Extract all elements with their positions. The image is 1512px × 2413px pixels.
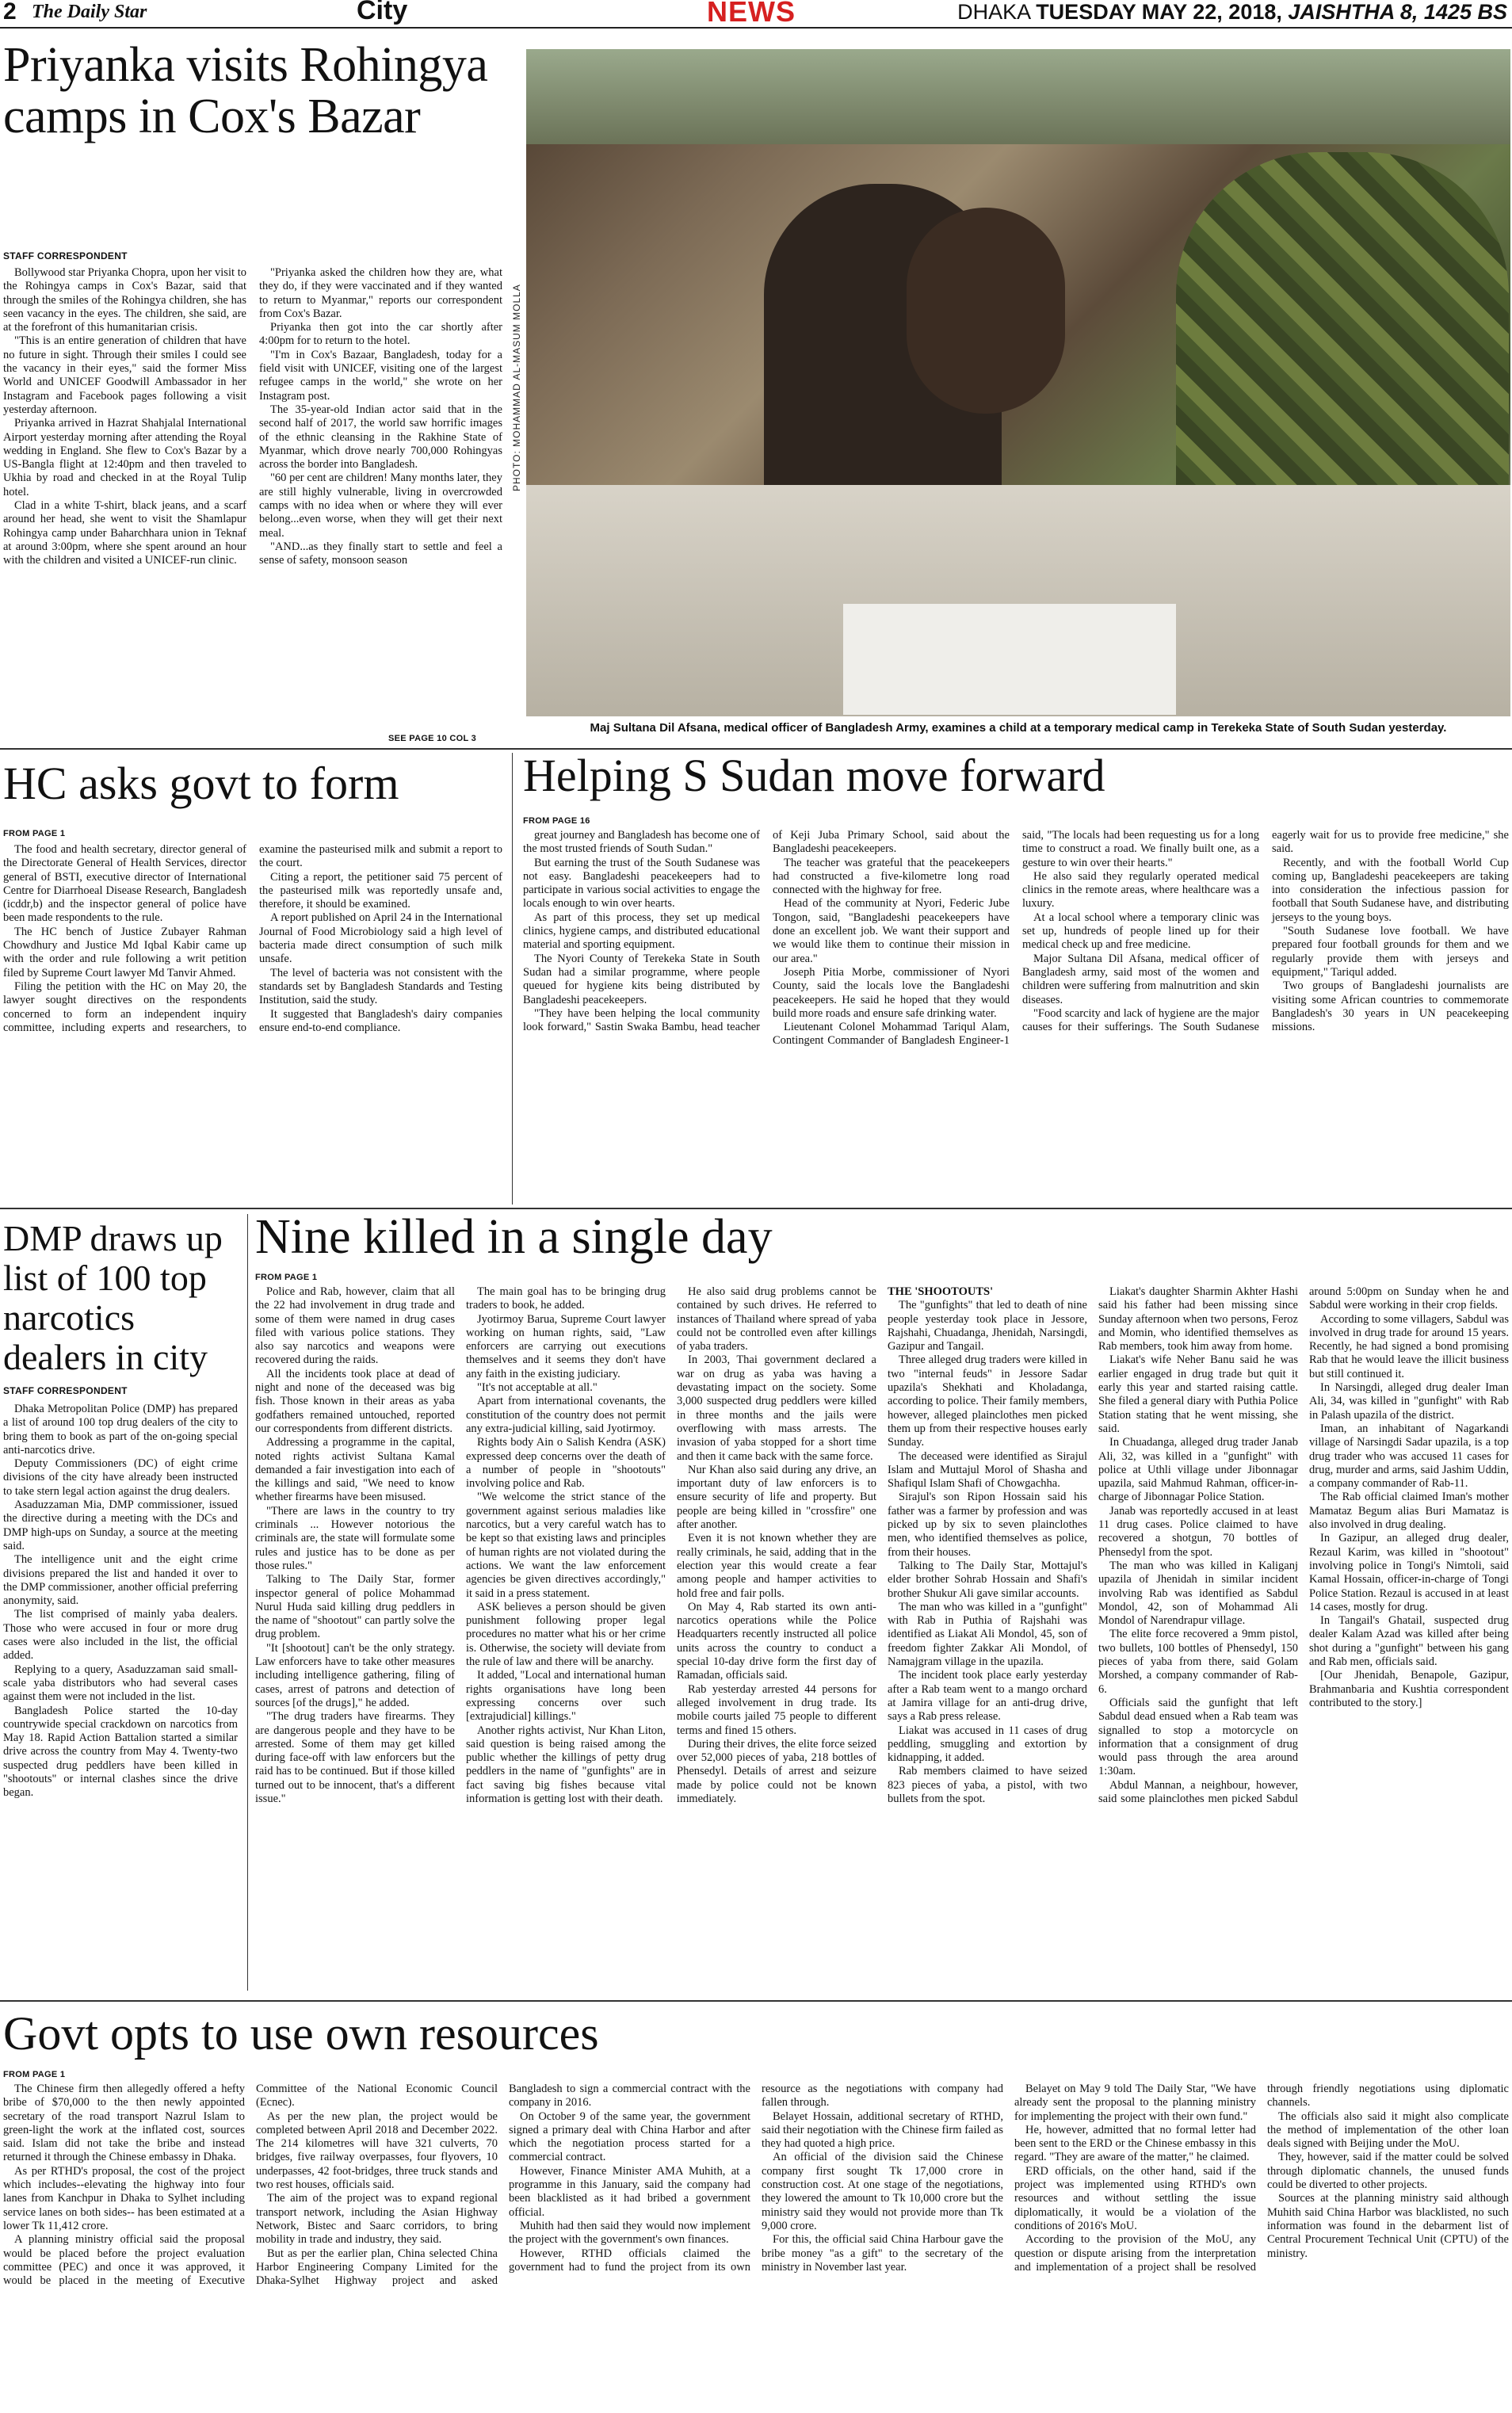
medical-camp-photo [526, 49, 1510, 716]
dmp-byline: STAFF CORRESPONDENT [3, 1385, 128, 1396]
divider [512, 753, 513, 1205]
paragraph: "Food scarcity and lack of hygiene are the major causes for their sufferings. The South Sudanese eagerly wait for us to provide free medicine," she said. [1022, 829, 1509, 1034]
paragraph: An official of the division said the Chinese company first sought Tk 17,000 crore in construction cost. At one stage of the negotiations, they lowered the amount to Tk 10,000 crore but the ministry said they would not provide more than Tk 9,000 crore. [762, 2151, 1003, 2232]
paragraph: Janab was reportedly accused in at least 11 drug cases. Police claimed to have recovered a shotgun, 70 bottles of Phensedyl from the spot. [1098, 1504, 1298, 1559]
divider [0, 2000, 1512, 2002]
paragraph: Abdul Mannan, a neighbour, however, said some plainclothes men picked Sabdul around 5:00pm on Sunday when he and Sabdul were working in their crop fields. [1098, 1285, 1509, 1805]
paragraph: "This is an entire generation of children that have no future in sight. Through their smiles I could see the vacancy in their eyes," said the former Miss World and UNICEF Goodwill Ambassador in her Instagram and Facebook pages following a visit yesterday afternoon. [3, 334, 246, 416]
paragraph: In 2003, Thai government declared a war on drug as yaba was having a devastating impact on the society. Some 3,000 suspected drug peddlers were killed in three months and the jails were overflowing with mass arrests. The invasion of yaba stopped for a short time and then it came back with the same force. [677, 1353, 876, 1463]
paragraph: Citing a report, the petitioner said 75 percent of the pasteurised milk was reportedly unsafe and, therefore, it should be examined. [259, 870, 502, 911]
photo-caption: Maj Sultana Dil Afsana, medical officer of Bangladesh Army, examines a child at a temporary medical camp in Terekeka State of South Sudan yesterday. [590, 721, 1447, 735]
paragraph: In Chuadanga, alleged drug trader Janab Ali, 32, was killed in a "gunfight" with police at Uthli village under Jibonnagar upazila, said Mahmud Rahman, officer-in-charge of Jibonnagar Police Station. [1098, 1436, 1298, 1504]
paragraph: A report published on April 24 in the International Journal of Food Microbiology said a high level of bacteria made direct consumption of such milk unsafe. [259, 911, 502, 966]
paragraph: Priyanka then got into the car shortly after 4:00pm for to return to the hotel. [259, 321, 502, 348]
category-label: NEWS [707, 0, 796, 28]
paragraph: The 35-year-old Indian actor said that in the second half of 2017, the world saw horrific images of the ethnic cleansing in the Rakhine State of Myanmar, which drove nearly 700,000 Rohingyas across the border into Bangladesh. [259, 403, 502, 472]
paragraph: "The drug traders have firearms. They are dangerous people and they have to be arrested. Some of them may get killed during face-off with law enforcers but the raid has to be continued. But if those killed turned out to be innocent, that's a different issue." [255, 1710, 455, 1805]
paragraph: "AND...as they finally start to settle and feel a sense of safety, monsoon season [259, 540, 502, 567]
paragraph: Bollywood star Priyanka Chopra, upon her visit to the Rohingya camps in Cox's Bazar, said that through the smiles of the Rohingya children, she has seen vacancy in the eyes. The children, she said, are at the forefront of this humanitarian crisis. [3, 266, 246, 334]
paragraph: The Nyori County of Terekeka State in South Sudan had a similar programme, where people queued for hygiene kits being distributed by Bangladeshi peacekeepers. [523, 952, 760, 1006]
govt-from-page: FROM PAGE 1 [3, 2070, 66, 2079]
paragraph: Another rights activist, Nur Khan Liton, said question is being raised among the public whether the killings of petty drug peddlers in the name of "gunfights" are in fact saving big fishes because vital information is getting lost with their death. [466, 1724, 666, 1805]
paragraph: He also said they regularly operated medical clinics in the remote areas, where healthcare was a luxury. [1022, 869, 1259, 911]
paragraph: Talking to The Daily Star, former inspector general of police Mohammad Nurul Huda said killing drug peddlers in the name of "shootout" can partly solve the drug problem. [255, 1573, 455, 1641]
paragraph: However, RTHD officials claimed the government had to fund the project from its own resource as the negotiations with company had fallen through. [509, 2083, 1003, 2274]
paragraph: Head of the community at Nyori, Federic Jube Tongon, said, "Bangladeshi peacekeepers have done an excellent job. We want their support and we would like them to continue their mission in our area." [773, 897, 1010, 965]
paragraph: The food and health secretary, director general of the Directorate General of Health Services, director general of BSTI, executive director of International Centre for Diarrhoeal Disease Research, Bangladesh (icddr,b) and the inspector general of police have been made respondents to the rule. [3, 843, 246, 925]
paragraph: Asaduzzaman Mia, DMP commissioner, issued the directive during a meeting with the DCs and DMP high-ups on Sunday, a source at the meeting said. [3, 1499, 238, 1552]
paragraph: The teacher was grateful that the peacekeepers had constructed a five-kilometre long road connected with the highway for free. [773, 856, 1010, 897]
paragraph: Rab members claimed to have seized 823 pieces of yaba, a pistol, with two bullets from the spot. [888, 1765, 1087, 1805]
hc-from-page: FROM PAGE 1 [3, 829, 66, 838]
sudan-from-page: FROM PAGE 16 [523, 816, 590, 826]
paragraph: Recently, and with the football World Cup coming up, Bangladeshi peacekeepers are taking into consideration the infectious passion for football that South Sudanese have, and distributing jerseys to the young boys. [1272, 856, 1509, 924]
nine-headline: Nine killed in a single day [255, 1210, 773, 1264]
paragraph: As part of this process, they set up medical clinics, hygiene camps, and distributed educational material and sporting equipment. [523, 911, 760, 952]
paragraph: During their drives, the elite force seized over 52,000 pieces of yaba, 218 bottles of Phensedyl. Details of arrest and seizure made by police could not be known immediately. [677, 1737, 876, 1805]
paragraph: Liakat was accused in 11 cases of drug peddling, smuggling and extortion by kidnapping, it added. [888, 1724, 1087, 1765]
paragraph: However, Finance Minister AMA Muhith, at a programme in this January, said the company had been blacklisted as it had bribed a government official. [509, 2164, 750, 2219]
paragraph: On May 4, Rab started its own anti-narcotics operations while the Police Headquarters recently instructed all police units across the country to conduct a special 10-day drive form the first day of Ramadan, officials said. [677, 1600, 876, 1682]
paragraph: Lieutenant Colonel Mohammad Tariqul Alam, Contingent Commander of Bangladesh Engineer-1 said, "The locals had been requesting us for a long time to construct a road. We finally built one, as a gesture to win over their hearts." [773, 829, 1259, 1048]
paragraph: "It's not acceptable at all." [477, 1381, 598, 1395]
paragraph: As per the new plan, the project would be completed between April 2018 and December 2022. The 214 kilometres will have 321 culverts, 70 bridges, five railway overpasses, four flyovers, 10 underpasses, 42 foot-bridges, three truck stands and two rest houses, officials said. [256, 2109, 498, 2192]
paragraph: The incident took place early yesterday after a Rab team went to a mango orchard at Jamira village for an anti-drug drive, says a Rab press release. [888, 1669, 1087, 1724]
paragraph: ERD officials, on the other hand, said if the project was implemented using RTHD's own resources and without settling the issue diplomatically, it would be a violation of the conditions of 2016's MoU. [1014, 2164, 1256, 2232]
hc-headline: HC asks govt to form [3, 758, 399, 809]
dateline-bangla: JAISHTHA 8, 1425 BS [1288, 0, 1507, 24]
paragraph: The intelligence unit and the eight crime divisions prepared the list and handed it over to the DMP commissioner, another official preferring anonymity, said. [3, 1553, 238, 1608]
paragraph: The elite force recovered a 9mm pistol, two bullets, 100 bottles of Phensedyl, 150 pieces of yaba from there, said Golam Morshed, a company commander of Rab-6. [1098, 1628, 1298, 1696]
paragraph: Joseph Pitia Morbe, commissioner of Nyori County, said the locals love the Bangladeshi peacekeepers. He said he hoped that they would build more roads and ensure safe drinking water. [773, 965, 1010, 1020]
paragraph: Liakat's daughter Sharmin Akhter Hashi said his father had been missing since Sunday afternoon when two persons, Feroz and Momin, who identified themselves as Rab members, took him away from home. [1098, 1285, 1298, 1353]
paragraph: The HC bench of Justice Zubayer Rahman Chowdhury and Justice Md Iqbal Kabir came up with the order and rule following a writ petition filed by Supreme Court lawyer Md Tanvir Ahmed. [3, 925, 246, 979]
paragraph: Apart from international covenants, the constitution of the country does not permit any extra-judicial killing, said Jyotirmoy. [466, 1395, 666, 1435]
paragraph: The aim of the project was to expand regional transport network, including the Asian Highway Network, Bistec and Saarc corridors, to bring mobility in trade and industry, they said. [256, 2192, 498, 2247]
dateline-date: TUESDAY MAY 22, 2018, [1036, 0, 1282, 24]
paragraph: The list comprised of mainly yaba dealers. Those who were accused in four or more drug cases were also included in the list, the official added. [3, 1608, 238, 1663]
paragraph: On October 9 of the same year, the government signed a primary deal with China Harbor and after which the negotiation process started for a commercial contract. [509, 2109, 750, 2164]
paragraph: Talking to The Daily Star, Mottajul's elder brother Sohrab Hossain and Shafi's brother Shukur Ali gave similar accounts. [888, 1559, 1087, 1600]
paragraph: The main goal has to be bringing drug traders to book, he added. [466, 1285, 666, 1312]
govt-body [3, 2083, 1509, 2407]
paragraph: Officials said the gunfight that left Sabdul dead ensued when a Rab team was signalled to stop a motorcycle on information that a consignment of drug would pass through the area around 1:30am. [1098, 1696, 1298, 1778]
paragraph: "We welcome the strict stance of the government against serious maladies like narcotics, but a very careful watch has to be kept so that existing laws and principles of human rights are not violated during the actions. We want the law enforcement agencies be given directives accordingly," it said in a press statement. [466, 1491, 666, 1600]
divider [247, 1214, 248, 1991]
dmp-body [3, 1403, 238, 1989]
paragraph: A planning ministry official said the proposal would be placed before the project evaluation committee (PEC) and once it was approved, it would be placed in the meeting of Executive Committee of the National Economic Council (Ecnec). [3, 2083, 498, 2288]
paragraph: Replying to a query, Asaduzzaman said small-scale yaba distributors who had several cases against them were not included in the list. [3, 1663, 238, 1704]
paragraph: The level of bacteria was not consistent with the standards set by Bangladesh Standards and Testing Institution, said the study. [259, 966, 502, 1007]
paragraph: He, however, admitted that no formal letter had been sent to the ERD or the Chinese embassy in this regard. "They are aware of the matter," he claimed. [1014, 2123, 1256, 2164]
paragraph: In Tangail's Ghatail, suspected drug dealer Kalam Azad was killed after being shot during a "gunfight" between his gang and Rab men, officials said. [1309, 1614, 1509, 1669]
paragraph: Rights body Ain o Salish Kendra (ASK) expressed deep concerns over the death of a number of people in "shootouts" involving police and Rab. [466, 1436, 666, 1491]
hc-body [3, 843, 502, 1200]
paragraph: "South Sudanese love football. We have prepared four football grounds for them and we regularly provide them with jerseys and equipment," Tariqul added. [1272, 925, 1509, 979]
paragraph: At a local school where a temporary clinic was set up, hundreds of people lined up for their medical check up and free medicine. [1022, 911, 1259, 952]
govt-headline: Govt opts to use own resources [3, 2007, 599, 2060]
paragraph: Major Sultana Dil Afsana, medical officer of Bangladesh army, said most of the women and children were suffering from malnutrition and skin diseases. [1022, 952, 1259, 1006]
paragraph: great journey and Bangladesh has become one of the most trusted friends of South Sudan." [523, 829, 760, 856]
paragraph: Muhith had then said they would now implement the project with the government's own finances. [509, 2219, 750, 2247]
paragraph: "They have been helping the local community look forward," Sastin Swaka Bambu, head teacher of Keji Juba Primary School, said about the Bangladeshi peacekeepers. [523, 829, 1010, 1034]
paragraph: Jyotirmoy Barua, Supreme Court lawyer working on human rights, said, "Law enforcers are carrying out executions themselves and it seems they don't have any faith in the existing judiciary. [466, 1312, 666, 1380]
sudan-headline: Helping S Sudan move forward [523, 750, 1105, 801]
paragraph: The man who was killed in a "gunfight" with Rab in Puthia of Rajshahi was identified as Liakat Ali Mondol, 45, son of freedom fighter Zakkar Ali Mondol, of Namajgram village in the upazila. [888, 1600, 1087, 1669]
paragraph: It suggested that Bangladesh's dairy companies ensure end-to-end compliance. [259, 1007, 502, 1034]
paragraph: The officials also said it might also complicate the method of implementation of the other loan deals signed with Beijing under the MoU. [1267, 2109, 1509, 2151]
paragraph: "I'm in Cox's Bazaar, Bangladesh, today for a field visit with UNICEF, visiting one of the largest refugee camps in the world," she wrote on her Instagram post. [259, 348, 502, 403]
nine-body [255, 1285, 1509, 1989]
paragraph: Liakat's wife Neher Banu said he was earlier engaged in drug trade but quit it early this year and started raising cattle. She filed a general diary with Puthia Police Station stating that he went missing, she said. [1098, 1353, 1298, 1435]
paragraph: He also said drug problems cannot be contained by such drives. He referred to instances of Thailand where spread of yaba could not be controlled even after killings of yaba traders. [677, 1285, 876, 1353]
priyanka-jump: SEE PAGE 10 COL 3 [388, 734, 477, 743]
dmp-headline: DMP draws up list of 100 top narcotics dealers in city [3, 1218, 223, 1377]
dateline [957, 0, 1507, 25]
paragraph: But as per the earlier plan, China selected China Harbor Engineering Company Limited for the Dhaka-Sylhet Highway project and asked Bangladesh to sign a commercial contract with the company in 2016. [256, 2083, 750, 2288]
paragraph: "Priyanka asked the children how they are, what they do, if they were vaccinated and if they wanted to return to Myanmar," reports our correspondent from Cox's Bazar. [259, 266, 502, 320]
paragraph: The man who was killed in Kaliganj upazila of Jhenidah in similar incident involving Rab was identified as Sabdul Mondol, 42, son of Mohammad Ali Mondol of Narendrapur village. [1098, 1559, 1298, 1628]
paragraph: Bangladesh Police started the 10-day countrywide special crackdown on narcotics from May 18. Rapid Action Battalion started a similar drive across the country from May 4. Twenty-two suspected drug peddlers have been killed in "shootouts" or internal clashes since the drive began. [3, 1704, 238, 1800]
page-header [0, 0, 1512, 29]
paragraph: THE 'SHOOTOUTS' [888, 1285, 994, 1298]
paragraph: Three alleged drug traders were killed in two "internal feuds" in Jessore Sadar upazila's Shekhati and Kholadanga, according to police. Their family members, however, alleged plainclothes men picked them up from their respective houses early Sunday. [888, 1353, 1087, 1449]
paragraph: Priyanka arrived in Hazrat Shahjalal International Airport yesterday morning after attending the Royal wedding in England. She flew to Cox's Bazar by a US-Bangla flight at 12:40pm and then traveled to Ukhia by road and checked in at the Royal Tulip hotel. [3, 417, 246, 498]
photo-document [843, 604, 1176, 715]
paragraph: "It [shootout] can't be the only strategy. Law enforcers have to take other measures including intelligence gathering, filing of cases, arrest of patrons and detection of sources [of the drugs]," he added. [255, 1641, 455, 1709]
paragraph: It added, "Local and international human rights organisations have long been expressing concerns over such [extrajudicial] killings." [466, 1669, 666, 1724]
paragraph: As per RTHD's proposal, the cost of the project which includes--elevating the highway into four lanes from Kanchpur in Dhaka to Sylhet including service lanes on both sides-- has been estimated at a lower Tk 11,412 crore. [3, 2164, 245, 2232]
paragraph: According to some villagers, Sabdul was involved in drug trade for around 15 years. Recently, he had signed a bond promising Rab that he would leave the illicit business but still continued it. [1309, 1312, 1509, 1380]
paragraph: Sirajul's son Ripon Hossain said his father was a farmer by profession and was picked up by six to seven plainclothes men, who identified themselves as police, from their houses. [888, 1491, 1087, 1559]
paragraph: The "gunfights" that led to death of nine people yesterday took place in Jessore, Rajshahi, Chuadanga, Jhenidah, Narsingdi, Gazipur and Tangail. [888, 1299, 1087, 1353]
section-title: City [357, 0, 408, 25]
paragraph: The Rab official claimed Iman's mother Mamataz Begum alias Buri Mamataz is also involved in drug dealing. [1309, 1491, 1509, 1532]
nine-from-page: FROM PAGE 1 [255, 1273, 318, 1282]
paragraph: Sources at the planning ministry said although Muhith said China Harbor was blacklisted, no such information was found in the debarment list of Central Procurement Technical Unit (CPTU) of the ministry. [1267, 2192, 1509, 2260]
dateline-city: DHAKA [957, 0, 1030, 24]
paragraph: Addressing a programme in the capital, noted rights activist Sultana Kamal demanded a fair investigation into each of the killings and said, "We need to know whether firearms have been misused. [255, 1436, 455, 1504]
paragraph: Belayet Hossain, additional secretary of RTHD, said their negotiation with the Chinese firm failed as they had quoted a high price. [762, 2109, 1003, 2151]
masthead-logo: The Daily Star [32, 2, 147, 22]
paragraph: Nur Khan also said during any drive, an important duty of law enforcers is to ensure security of life and property. But people are being killed in "crossfire" one after another. [677, 1463, 876, 1532]
paragraph: Rab yesterday arrested 44 persons for alleged involvement in drug trade. Its mobile courts jailed 75 people to different terms and fined 15 others. [677, 1682, 876, 1737]
page-number: 2 [3, 0, 17, 25]
paragraph: Even it is not known whether they are really criminals, he said, adding that in the election year this would create a fear among people and hamper activities to hold free and fair polls. [677, 1532, 876, 1600]
paragraph: The Chinese firm then allegedly offered a hefty bribe of $70,000 to the then newly appointed secretary of the road transport Nazrul Islam to green-light the work at the inflated cost, sources said. Islam did not take the bribe and instead returned it through the Chinese embassy in Dhaka. [3, 2083, 245, 2164]
paragraph: They, however, said if the matter could be solved through diplomatic channels, the unused funds could be diverted to other projects. [1267, 2151, 1509, 2192]
paragraph: Dhaka Metropolitan Police (DMP) has prepared a list of around 100 top drug dealers of the city to bring them to book as part of the on-going special anti-narcotics drive. [3, 1403, 238, 1457]
paragraph: In Gazipur, an alleged drug dealer, Rezaul Karim, was killed in "shootout" involving police in Tongi's Nimtoli, said Kamal Hossain, officer-in-charge of Tongi Police Station. Rezaul is accused in at least 14 cases, mostly for drug. [1309, 1532, 1509, 1613]
photo-child [907, 208, 1065, 414]
paragraph: Belayet on May 9 told The Daily Star, "We have already sent the proposal to the planning ministry for implementing the project with their own fund." [1014, 2083, 1256, 2123]
paragraph: But earning the trust of the South Sudanese was not easy. Bangladeshi peacekeepers had to participate in various social activities to engage the locals enough to win over hearts. [523, 856, 760, 911]
priyanka-headline: Priyanka visits Rohingya camps in Cox's Bazar [3, 38, 488, 143]
paragraph: Filing the petition with the HC on May 20, the lawyer sought directives on the respondents concerned to form an independent inquiry committee, including experts and researchers, to examine the pasteurised milk and submit a report to the court. [3, 843, 502, 1034]
paragraph: For this, the official said China Harbour gave the bribe money "as a gift" to the secretary of the ministry in November last year. [762, 2233, 1003, 2274]
paragraph: Iman, an inhabitant of Nagarkandi village of Narsingdi Sadar upazila, is a top drug trader who was accused 11 cases for drug, murder and arms, said Jashim Uddin, a company commander of Rab-11. [1309, 1422, 1509, 1491]
paragraph: In Narsingdi, alleged drug dealer Iman Ali, 34, was killed in "gunfight" with Rab in Palash upazila of the district. [1309, 1381, 1509, 1422]
photo-background [526, 49, 1510, 144]
paragraph: The deceased were identified as Sirajul Islam and Muttajul Morol of Shasha and Shafiqul Islam Shafi of Chowgachha. [888, 1449, 1087, 1491]
paragraph: Clad in a white T-shirt, black jeans, and a scarf around her head, she went to visit the Shamlapur Rohingya camp under Baharchhara union in Teknaf at around 3:00pm, where she spent around an hour with the children and visited a UNICEF-run clinic. [3, 499, 246, 567]
paragraph: "60 per cent are children! Many months later, they are still highly vulnerable, living in overcrowded camps with no idea when or where they will ever belong...even worse, when they will get their next meal. [259, 472, 502, 540]
sudan-body [523, 829, 1509, 1200]
paragraph: Deputy Commissioners (DC) of eight crime divisions of the city have already been instructed to take stern legal action against the drug dealers. [3, 1457, 238, 1498]
priyanka-body [3, 266, 502, 726]
paragraph: Two groups of Bangladeshi journalists are visiting some African countries to commemorate Bangladesh's 30 years in UN peacekeeping missions. [1272, 979, 1509, 1034]
paragraph: "There are laws in the country to try criminals ... However notorious the criminals are, the state will formulate some rules and justice has to be done as per those rules." [255, 1504, 455, 1572]
paragraph: According to the provision of the MoU, any question or dispute arising from the interpretation and implementation of a project shall be resolved through friendly negotiations using diplomatic channels. [1014, 2083, 1509, 2274]
paragraph: ASK believes a person should be given punishment following proper legal procedures no matter what his or her crime is. Otherwise, the society will deviate from the rule of law and there will be anarchy. [466, 1600, 666, 1669]
photo-credit: PHOTO: MOHAMMAD AL-MASUM MOLLA [511, 284, 522, 491]
paragraph: All the incidents took place at dead of night and none of the deceased was big fish. Those known in their areas as yaba godfathers remained untouched, reported our correspondents from different districts. [255, 1367, 455, 1435]
paragraph: [Our Jhenidah, Benapole, Gazipur, Brahmanbaria and Kushtia correspondent contributed to the story.] [1309, 1669, 1509, 1709]
priyanka-byline: STAFF CORRESPONDENT [3, 250, 128, 262]
paragraph: Police and Rab, however, claim that all the 22 had involvement in drug trade and some of them were named in drug cases filed with various police stations. They also say narcotics and weapons were recovered during the raids. [255, 1285, 455, 1367]
divider [0, 1208, 1512, 1209]
